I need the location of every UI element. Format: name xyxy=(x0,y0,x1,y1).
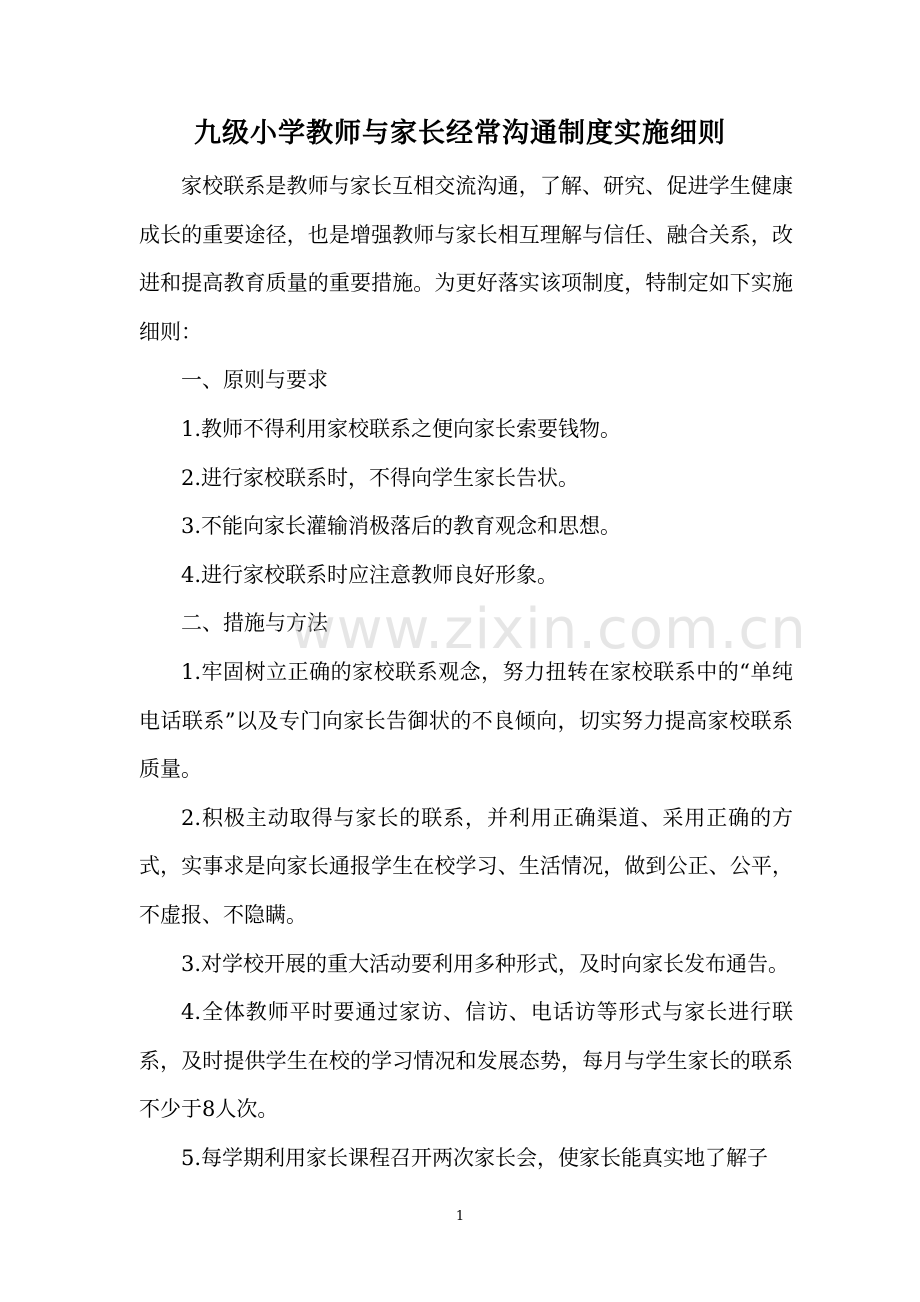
section-heading-measures: 二、措施与方法 xyxy=(181,611,328,636)
paragraph-principle-2: 2.进行家校联系时，不得向学生家长告状。 xyxy=(181,465,580,490)
watermark: www.zixin.com.cn xyxy=(290,597,807,662)
paragraph-measure-4: 4.全体教师平时要通过家访、信访、电话访等形式与家长进行联系，及时提供学生在校的学习情况和发展态势，每月与学生家长的联系不少于8人次。 xyxy=(139,1000,793,1122)
paragraph-intro: 家校联系是教师与家长互相交流沟通，了解、研究、促进学生健康成长的重要途径，也是增强教师与家长相互理解与信任、融合关系，改进和提高教育质量的重要措施。为更好落实该项制度，特制定如下实施细则： xyxy=(139,174,793,344)
paragraph-principle-1: 1.教师不得利用家校联系之便向家长索要钱物。 xyxy=(181,416,622,441)
paragraph-measure-3: 3.对学校开展的重大活动要利用多种形式，及时向家长发布通告。 xyxy=(181,951,790,976)
section-heading-principles: 一、原则与要求 xyxy=(181,368,328,393)
paragraph-principle-3: 3.不能向家长灌输消极落后的教育观念和思想。 xyxy=(181,514,622,539)
paragraph-measure-1: 1.牢固树立正确的家校联系观念，努力扭转在家校联系中的“单纯电话联系”以及专门向家长告御状的不良倾向，切实努力提高家校联系质量。 xyxy=(139,659,793,782)
paragraph-principle-4: 4.进行家校联系时应注意教师良好形象。 xyxy=(181,562,559,587)
page-number: 1 xyxy=(455,1209,465,1224)
paragraph-measure-2: 2.积极主动取得与家长的联系，并利用正确渠道、采用正确的方式，实事求是向家长通报学生在校学习、生活情况，做到公正、公平，不虚报、不隐瞒。 xyxy=(139,805,793,927)
document-body xyxy=(139,162,807,1182)
document-title: 九级小学教师与家长经常沟通制度实施细则 xyxy=(194,118,726,149)
paragraph-measure-5: 5.每学期利用家长课程召开两次家长会，使家长能真实地了解子 xyxy=(181,1145,769,1170)
